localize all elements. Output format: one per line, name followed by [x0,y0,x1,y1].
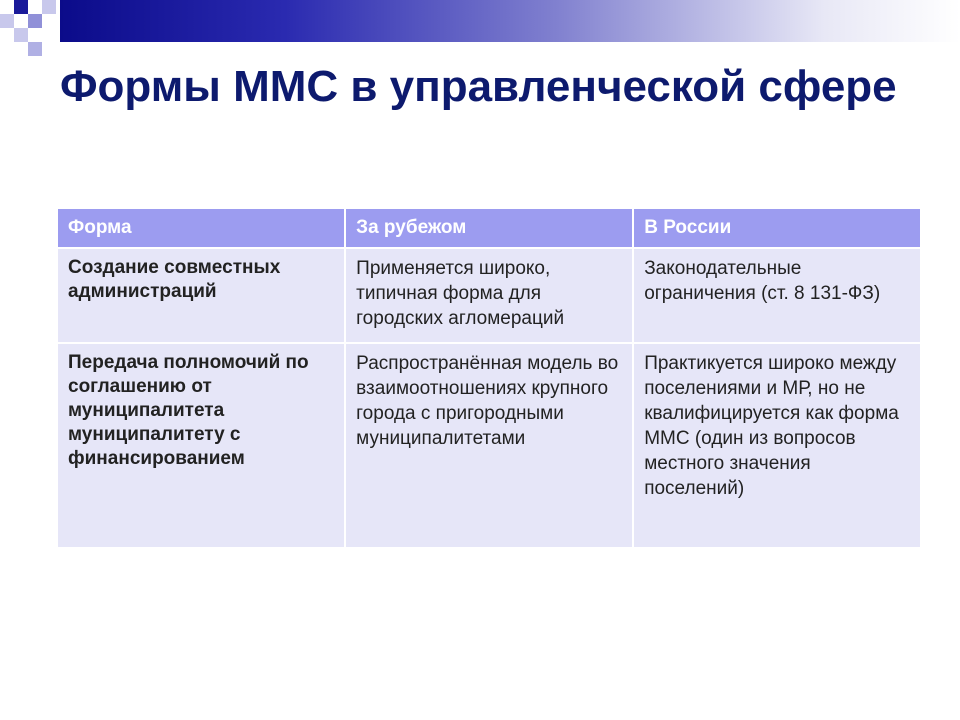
table-row [58,249,920,342]
decor-square [28,42,42,56]
table-cell-russia: Практикуется широко между поселениями и МР, но не квалифицируется как форма ММС (один из вопросов местного значения поселений) [634,344,920,547]
slide-title: Формы ММС в управленческой сфере [60,62,897,111]
decor-square [0,14,14,28]
top-gradient-bar [60,0,960,42]
decor-square [42,0,56,14]
table-cell-abroad: Применяется широко, типичная форма для городских агломераций [346,249,632,342]
decor-square [14,0,28,14]
table-cell-form: Создание совместных администраций [58,249,344,342]
comparison-table [56,207,922,549]
decor-square [28,14,42,28]
table-cell-russia: Законодательные ограничения (ст. 8 131-ФЗ) [634,249,920,342]
top-decor-band [0,0,960,42]
table-header-row [58,209,920,247]
table-row [58,344,920,547]
decor-square [14,28,28,42]
table-cell-abroad: Распространённая модель во взаимоотношениях крупного города с пригородными муниципалитетами [346,344,632,547]
column-header-russia: В России [634,209,920,247]
table-cell-form: Передача полномочий по соглашению от муниципалитета муниципалитету с финансированием [58,344,344,547]
column-header-abroad: За рубежом [346,209,632,247]
column-header-form: Форма [58,209,344,247]
